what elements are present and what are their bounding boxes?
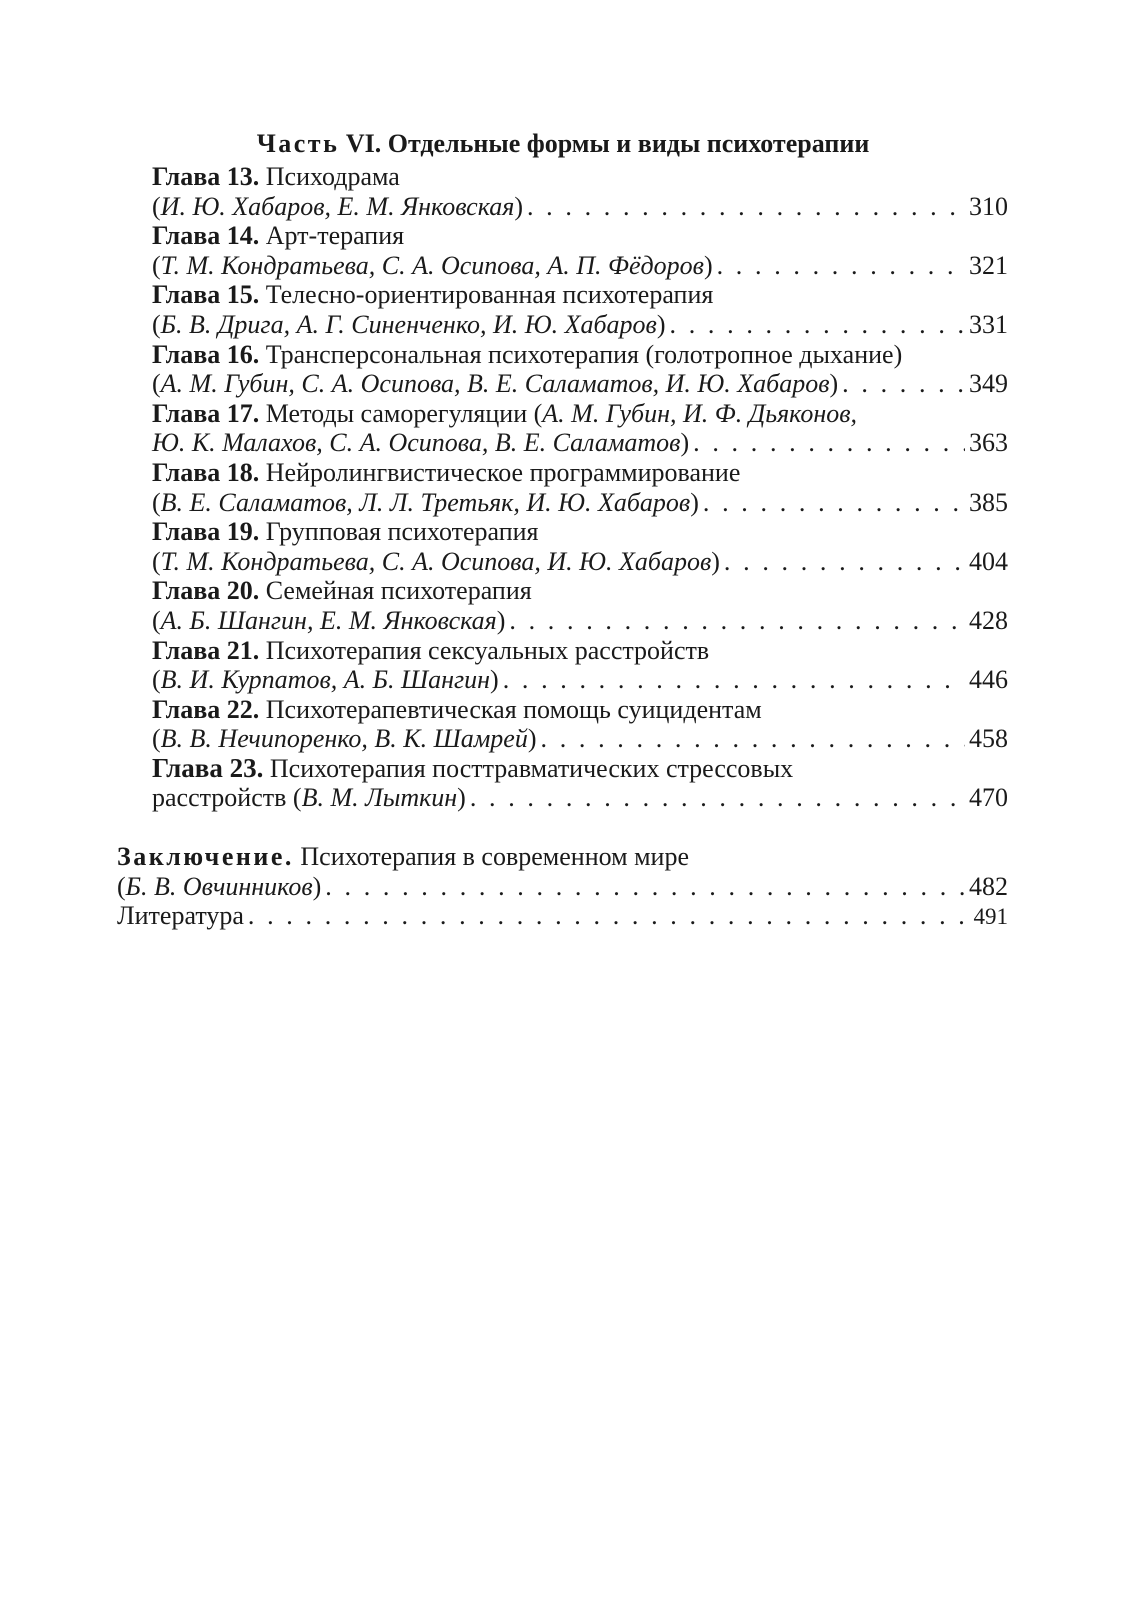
chapter-15-heading xyxy=(152,280,1008,310)
paren-close: ) xyxy=(680,428,690,458)
page-number: 385 xyxy=(969,487,1008,517)
page-number: 363 xyxy=(969,428,1008,458)
leader-dots xyxy=(703,488,965,518)
chapter-17-entry[interactable] xyxy=(152,428,1008,458)
conclusion-title: Психотерапия в современном мире xyxy=(293,842,689,871)
chapter-title: Психодрама xyxy=(259,162,400,191)
chapter-authors: А. М. Губин, С. А. Осипова, В. Е. Саламатов, И. Ю. Хабаров xyxy=(160,369,830,399)
chapter-title: Телесно-ориентированная психотерапия xyxy=(259,280,714,310)
paren-close: ) xyxy=(457,783,466,813)
paren-open: ( xyxy=(152,605,161,635)
page-number: 404 xyxy=(969,546,1008,576)
chapter-label: Глава 23. xyxy=(152,752,264,783)
leader-dots xyxy=(527,192,965,222)
conclusion-entry[interactable] xyxy=(117,872,1008,902)
paren-close: ) xyxy=(690,487,699,517)
part-heading xyxy=(118,128,1008,160)
chapter-title-continued: расстройств ( xyxy=(152,783,302,813)
chapter-14-entry[interactable] xyxy=(152,251,1008,281)
leader-dots xyxy=(503,665,965,695)
chapter-21-entry[interactable] xyxy=(152,665,1008,695)
paren-open: ( xyxy=(152,665,161,695)
chapter-title: Нейролингвистическое программирование xyxy=(259,457,741,487)
leader-dots xyxy=(693,428,965,458)
page-number: 470 xyxy=(969,783,1008,813)
chapter-title: Трансперсональная психотерапия (голотропное дыхание) xyxy=(259,339,903,369)
chapter-20-heading xyxy=(152,576,1008,606)
paren-close: ) xyxy=(514,191,523,221)
chapter-label: Глава 20. xyxy=(152,576,260,606)
paren-open: ( xyxy=(117,871,126,901)
conclusion-label: Заключение. xyxy=(117,842,294,871)
paren-open: ( xyxy=(152,369,161,399)
chapter-authors: Б. В. Дрига, А. Г. Синенченко, И. Ю. Хабаров xyxy=(160,309,657,339)
paren-open: ( xyxy=(152,724,161,754)
conclusion-heading xyxy=(117,842,1008,872)
chapter-20-entry[interactable] xyxy=(152,606,1008,636)
chapter-17-heading xyxy=(152,399,1008,429)
literature-entry[interactable] xyxy=(117,901,1008,931)
table-of-contents xyxy=(152,162,1008,813)
page-number: 331 xyxy=(969,309,1008,339)
chapter-authors: А. Б. Шангин, Е. М. Янковская xyxy=(160,605,497,635)
literature-label: Литература xyxy=(117,901,244,931)
leader-dots xyxy=(470,783,965,813)
leader-dots xyxy=(717,251,965,281)
paren-close: ) xyxy=(829,369,839,399)
paren-open: ( xyxy=(152,546,161,576)
chapter-label: Глава 18. xyxy=(152,457,260,487)
paren-close: ) xyxy=(490,665,499,695)
chapter-19-entry[interactable] xyxy=(152,547,1008,577)
page-number: 458 xyxy=(969,724,1008,754)
chapter-authors: А. М. Губин, И. Ф. Дьяконов, xyxy=(542,398,858,428)
paren-close: ) xyxy=(496,605,506,635)
chapter-authors: В. И. Курпатов, А. Б. Шангин xyxy=(160,665,491,695)
chapter-label: Глава 15. xyxy=(152,280,260,310)
part-label: Часть xyxy=(256,129,340,158)
chapter-authors: В. М. Лыткин xyxy=(301,783,458,813)
chapter-label: Глава 22. xyxy=(152,694,260,724)
chapter-title: Арт-терапия xyxy=(259,221,405,251)
leader-dots xyxy=(325,872,965,902)
page-number: 491 xyxy=(973,904,1008,930)
chapter-title: Методы саморегуляции ( xyxy=(259,398,543,428)
page-number: 482 xyxy=(969,871,1008,901)
chapter-13-entry[interactable] xyxy=(152,192,1008,222)
leader-dots xyxy=(541,724,966,754)
chapter-label: Глава 19. xyxy=(152,517,260,547)
chapter-authors: В. В. Нечипоренко, В. К. Шамрей xyxy=(160,724,528,754)
chapter-16-heading xyxy=(152,340,1008,370)
chapter-title: Психотерапевтическая помощь суицидентам xyxy=(259,694,762,724)
page-number: 321 xyxy=(969,250,1008,280)
paren-open: ( xyxy=(152,309,161,339)
page-number: 428 xyxy=(969,605,1008,635)
chapter-title: Психотерапия сексуальных расстройств xyxy=(259,635,710,665)
paren-close: ) xyxy=(711,546,720,576)
paren-open: ( xyxy=(152,487,161,517)
paren-open: ( xyxy=(152,191,161,221)
conclusion-authors: Б. В. Овчинников xyxy=(125,871,313,901)
paren-close: ) xyxy=(312,871,322,901)
chapter-title: Семейная психотерапия xyxy=(259,576,532,606)
chapter-16-entry[interactable] xyxy=(152,369,1008,399)
chapter-authors: Ю. К. Малахов, С. А. Осипова, В. Е. Саламатов xyxy=(152,428,681,458)
paren-open: ( xyxy=(152,250,161,280)
chapter-13-heading xyxy=(152,162,1008,192)
chapter-22-entry[interactable] xyxy=(152,724,1008,754)
chapter-21-heading xyxy=(152,636,1008,666)
chapter-title: Психотерапия посттравматических стрессовых xyxy=(263,753,794,783)
chapter-label: Глава 13. xyxy=(152,162,260,191)
chapter-15-entry[interactable] xyxy=(152,310,1008,340)
chapter-18-heading xyxy=(152,458,1008,488)
leader-dots xyxy=(248,901,970,931)
chapter-18-entry[interactable] xyxy=(152,488,1008,518)
part-title: VI. Отдельные формы и виды психотерапии xyxy=(339,129,870,158)
chapter-authors: Т. М. Кондратьева, С. А. Осипова, А. П. Фёдоров xyxy=(160,250,704,280)
paren-close: ) xyxy=(656,309,666,339)
chapter-label: Глава 16. xyxy=(152,339,260,369)
leader-dots xyxy=(842,369,965,399)
leader-dots xyxy=(670,310,965,340)
chapter-19-heading xyxy=(152,517,1008,547)
chapter-14-heading xyxy=(152,221,1008,251)
paren-close: ) xyxy=(527,724,537,754)
chapter-authors: Т. М. Кондратьева, С. А. Осипова, И. Ю. Хабаров xyxy=(160,546,712,576)
chapter-label: Глава 21. xyxy=(152,635,260,665)
leader-dots xyxy=(724,547,965,577)
page-number: 446 xyxy=(969,665,1008,695)
page-number: 310 xyxy=(969,191,1008,221)
page-number: 349 xyxy=(969,369,1008,399)
chapter-label: Глава 14. xyxy=(152,221,260,251)
paren-close: ) xyxy=(703,250,713,280)
chapter-23-entry[interactable] xyxy=(152,783,1008,813)
chapter-22-heading xyxy=(152,695,1008,725)
back-matter xyxy=(117,842,1008,931)
chapter-title: Групповая психотерапия xyxy=(259,517,539,547)
chapter-authors: В. Е. Саламатов, Л. Л. Третьяк, И. Ю. Хабаров xyxy=(160,487,691,517)
chapter-authors: И. Ю. Хабаров, Е. М. Янковская xyxy=(160,191,515,221)
leader-dots xyxy=(509,606,965,636)
chapter-label: Глава 17. xyxy=(152,398,260,428)
chapter-23-heading xyxy=(152,754,1008,784)
